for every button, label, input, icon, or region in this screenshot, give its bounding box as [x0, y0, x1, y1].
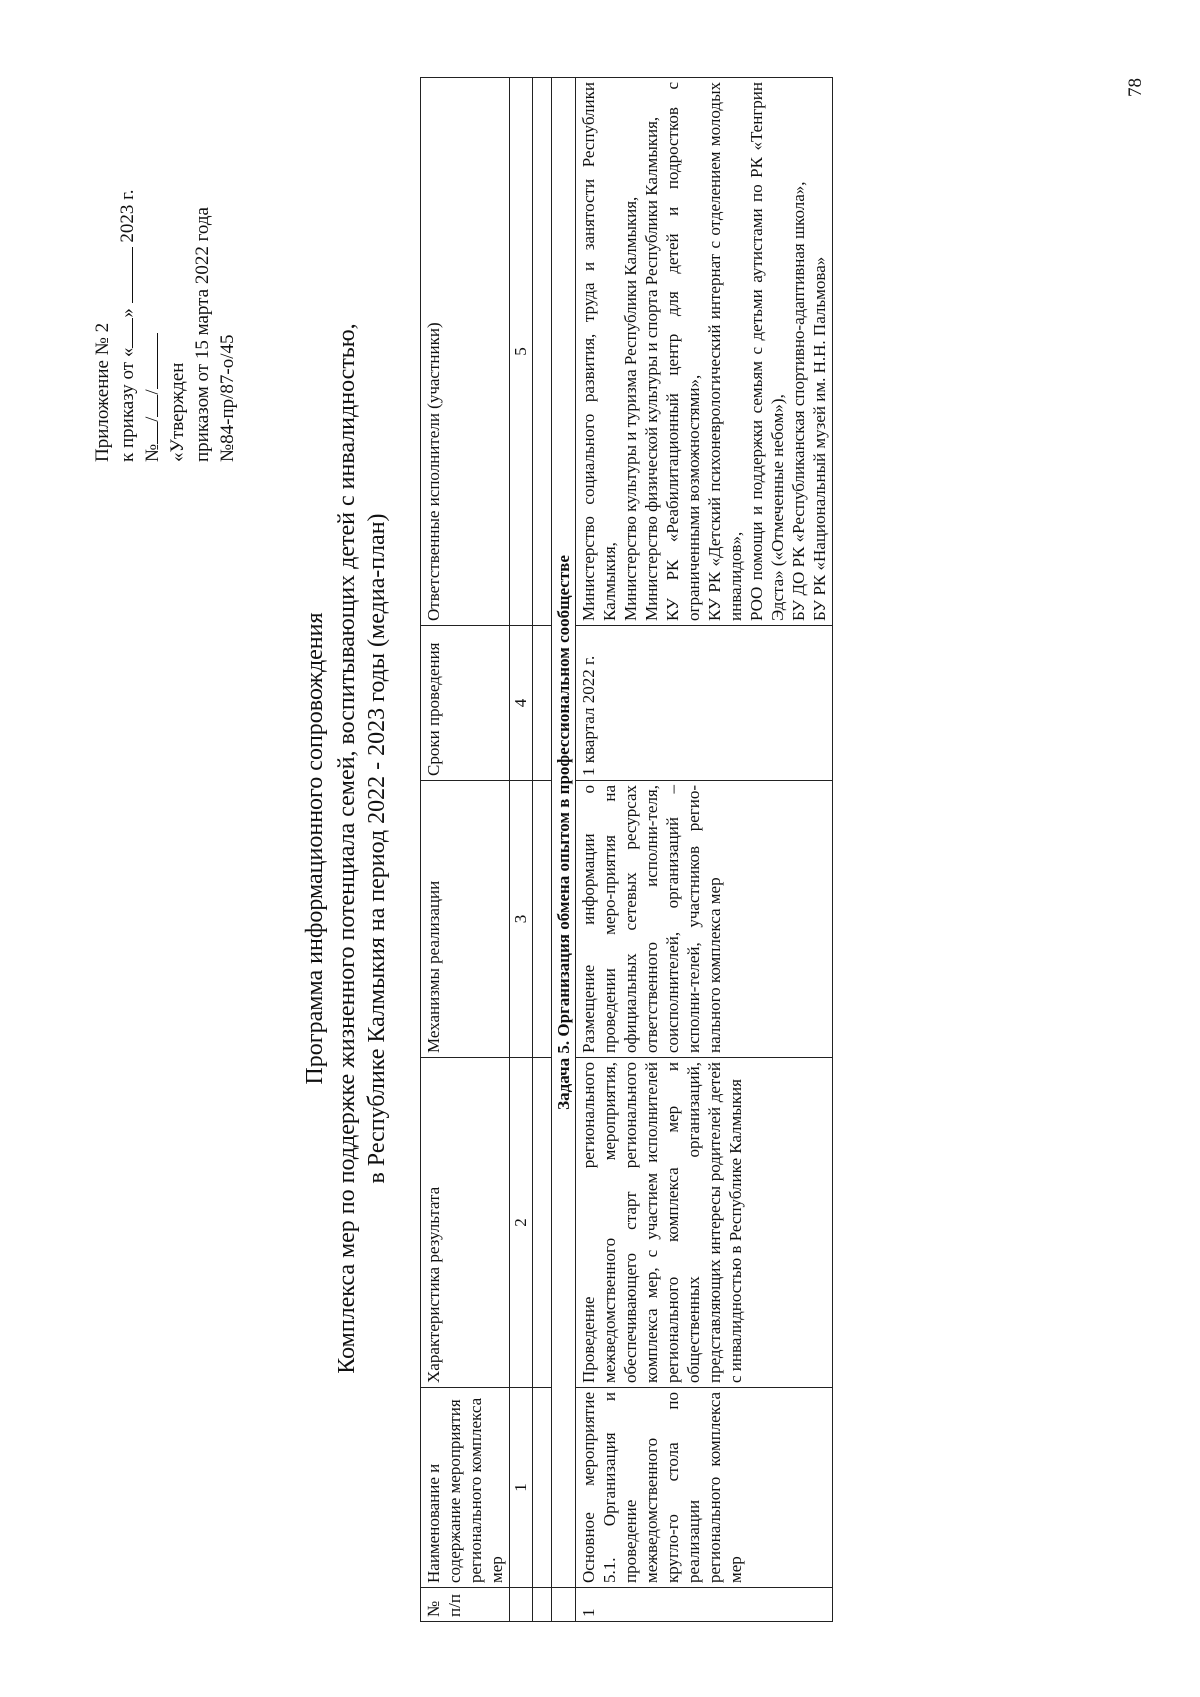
responsible-item: КУ РК «Детский психоневрологический интернат с отделением молодых инвалидов»,	[705, 82, 745, 621]
blank-month	[132, 247, 133, 303]
spacer-cell	[533, 1388, 552, 1588]
table-row	[576, 78, 833, 1622]
responsible-item: БУ ДО РК «Республиканская спортивно-адаптивная школа»,	[789, 181, 808, 621]
col-number-1: 1	[510, 1388, 533, 1588]
spacer-row	[533, 78, 552, 1622]
col-number-3: 3	[510, 781, 533, 1058]
approval-line-2: к приказу от «» 2023 г.	[117, 189, 138, 462]
page-number: 78	[1125, 78, 1146, 97]
document-titles	[300, 70, 392, 1627]
responsible-item: Министерство социального развития, труда и занятости Республики Калмыкия,	[579, 82, 619, 621]
approval-block	[90, 62, 240, 462]
header-responsible: Ответственные исполнители (участники)	[421, 78, 510, 626]
column-numbers-row	[510, 78, 533, 1622]
responsible-item: КУ РК «Реабилитационный центр для детей и подростков с ограниченными возможностями»,	[663, 82, 703, 621]
program-subtitle-1: Комплекса мер по поддержке жизненного потенциала семей, воспитывающих детей с инвалидностью,	[334, 323, 360, 1374]
spacer-cell	[533, 626, 552, 781]
responsible-item: БУ РК «Национальный музей им. Н.Н. Пальмова»	[810, 256, 829, 621]
header-measure: Наименование и содержание мероприятия регионального комплекса мер	[421, 1388, 510, 1588]
col-number-2: 2	[510, 1058, 533, 1388]
col-number-4: 4	[510, 626, 533, 781]
row-num: 1	[576, 1588, 833, 1622]
approval-line-1: Приложение № 2	[92, 322, 113, 462]
program-subtitle-2: в Республике Калмыкия на период 2022 - 2023 годы (медиа-план)	[364, 513, 390, 1184]
blank-num-2	[157, 395, 158, 417]
row-mechanisms: Размещение информации о проведении меро-приятия на официальных сетевых ресурсах ответственного исполни-теля, соисполнителей, организаций – исполни-телей, участников регио-нального комплекса мер	[576, 781, 833, 1058]
row-result: Проведение регионального межведомственного мероприятия, обеспечивающего старт регионального комплекса мер, с участием исполнителей регионального комплекса мер и общественных организаций, представляющих интересы родителей детей с инвалидностью в Республике Калмыкия	[576, 1058, 833, 1388]
row-responsible	[576, 78, 833, 626]
col-number-blank	[510, 1588, 533, 1622]
responsible-item: РОО помощи и поддержки семьям с детьми аутистами по РК «Тенгрин Эдста» («Отмеченные небом»),	[747, 82, 787, 621]
task-label: Задача 5. Организация обмена опытом в профессиональном сообществе	[552, 78, 576, 1588]
blank-num-1	[157, 422, 158, 444]
spacer-cell	[533, 1058, 552, 1388]
header-terms: Сроки проведения	[421, 626, 510, 781]
col-number-5: 5	[510, 78, 533, 626]
header-num: № п/п	[421, 1588, 510, 1622]
approval-line-3: №//	[140, 62, 165, 462]
blank-num-3	[157, 333, 158, 389]
header-result: Характеристика результата	[421, 1058, 510, 1388]
approval-line-4: «Утвержден	[167, 362, 188, 462]
row-terms: 1 квартал 2022 г.	[576, 626, 833, 781]
program-title: Программа информационного сопровождения	[302, 612, 328, 1085]
blank-day	[132, 318, 133, 348]
responsible-item: Министерство культуры и туризма Республики Калмыкия,	[621, 196, 640, 621]
row-measure: Основное мероприятие 5.1. Организация и проведение межведомственного кругло-го стола по реализации регионального комплекса мер	[576, 1388, 833, 1588]
spacer-cell	[533, 1588, 552, 1622]
media-plan-table	[420, 77, 833, 1622]
approval-line-5: приказом от 15 марта 2022 года	[192, 207, 213, 462]
table-header-row	[421, 78, 510, 1622]
spacer-cell	[533, 781, 552, 1058]
task-row	[552, 78, 576, 1622]
responsible-item: Министерство физической культуры и спорта Республики Калмыкия,	[642, 116, 661, 621]
task-num-cell	[552, 1588, 576, 1622]
approval-line-6: №84-пр/87-о/45	[217, 334, 238, 462]
header-mechanisms: Механизмы реализации	[421, 781, 510, 1058]
spacer-cell	[533, 78, 552, 626]
